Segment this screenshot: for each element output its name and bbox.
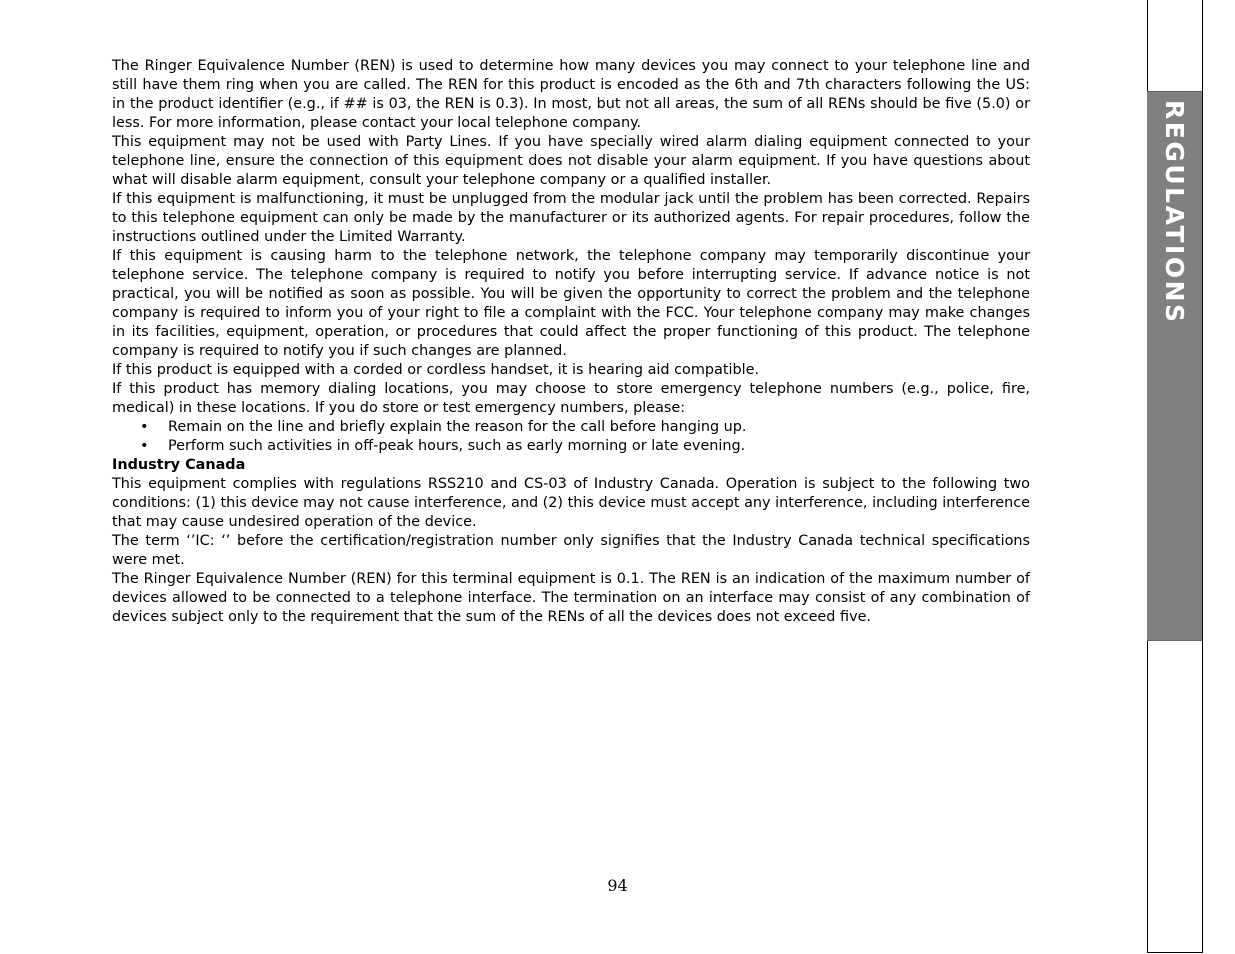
paragraph-hearing-aid: If this product is equipped with a corded or cordless handset, it is hearing aid compatible. <box>112 362 760 378</box>
paragraph-ic-ren: The Ringer Equivalence Number (REN) for this terminal equipment is 0.1. The REN is an indication of the maximum number of devices allowed to be connected to a telephone interface. The termination on an interface may consist of any combination of devices subject only to the requirement that the sum of the RENs of all the devices does not exceed five. <box>112 571 1030 625</box>
page-number: 94 <box>607 876 628 895</box>
bullet-icon: • <box>140 438 149 454</box>
paragraph-malfunction: If this equipment is malfunctioning, it must be unplugged from the modular jack until the problem has been corrected. Repairs to this telephone equipment can only be made by the manufacturer or its authorized agents. For repair procedures, follow the instructions outlined under the Limited Warranty. <box>112 191 1030 245</box>
list-item <box>112 437 1030 456</box>
bullet-icon: • <box>140 419 149 435</box>
industry-canada-heading: Industry Canada <box>112 457 246 473</box>
list-item-text: Perform such activities in off-peak hours, such as early morning or late evening. <box>168 438 746 454</box>
paragraph-party-lines: This equipment may not be used with Party Lines. If you have specially wired alarm dialing equipment connected to your telephone line, ensure the connection of this equipment does not disable your alarm equipment. If you have questions about what will disable alarm equipment, consult your telephone company or a qualified installer. <box>112 134 1030 188</box>
list-item <box>112 418 1030 437</box>
paragraph-ren: The Ringer Equivalence Number (REN) is used to determine how many devices you may connect to your telephone line and still have them ring when you are called. The REN for this product is encoded as the 6th and 7th characters following the US: in the product identifier (e.g., if ## is 03, the REN is 0.3). In most, but not all areas, the sum of all RENs should be five (5.0) or less. For more information, please contact your local telephone company. <box>112 58 1030 131</box>
document-body <box>112 57 1030 627</box>
paragraph-ic-compliance: This equipment complies with regulations RSS210 and CS-03 of Industry Canada. Operation is subject to the following two conditions: (1) this device may not cause interference, and (2) this device must accept any interference, including interference that may cause undesired operation of the device. <box>112 476 1030 530</box>
list-item-text: Remain on the line and briefly explain the reason for the call before hanging up. <box>168 419 747 435</box>
paragraph-memory-dialing: If this product has memory dialing locations, you may choose to store emergency telephone numbers (e.g., police, fire, medical) in these locations. If you do store or test emergency numbers, please: <box>112 381 1030 416</box>
side-tab-label: REGULATIONS <box>1160 100 1189 325</box>
emergency-bullet-list <box>112 418 1030 456</box>
regulations-side-tab <box>1147 91 1202 641</box>
paragraph-ic-term: The term ‘’IC: ‘’ before the certification/registration number only signifies that the Industry Canada technical specifications were met. <box>112 533 1030 568</box>
paragraph-network-harm: If this equipment is causing harm to the telephone network, the telephone company may temporarily discontinue your telephone service. The telephone company is required to notify you before interrupting service. If advance notice is not practical, you will be notified as soon as possible. You will be given the opportunity to correct the problem and the telephone company is required to inform you of your right to file a complaint with the FCC. Your telephone company may make changes in its facilities, equipment, operation, or procedures that could affect the proper functioning of this product. The telephone company is required to notify you if such changes are planned. <box>112 248 1030 359</box>
